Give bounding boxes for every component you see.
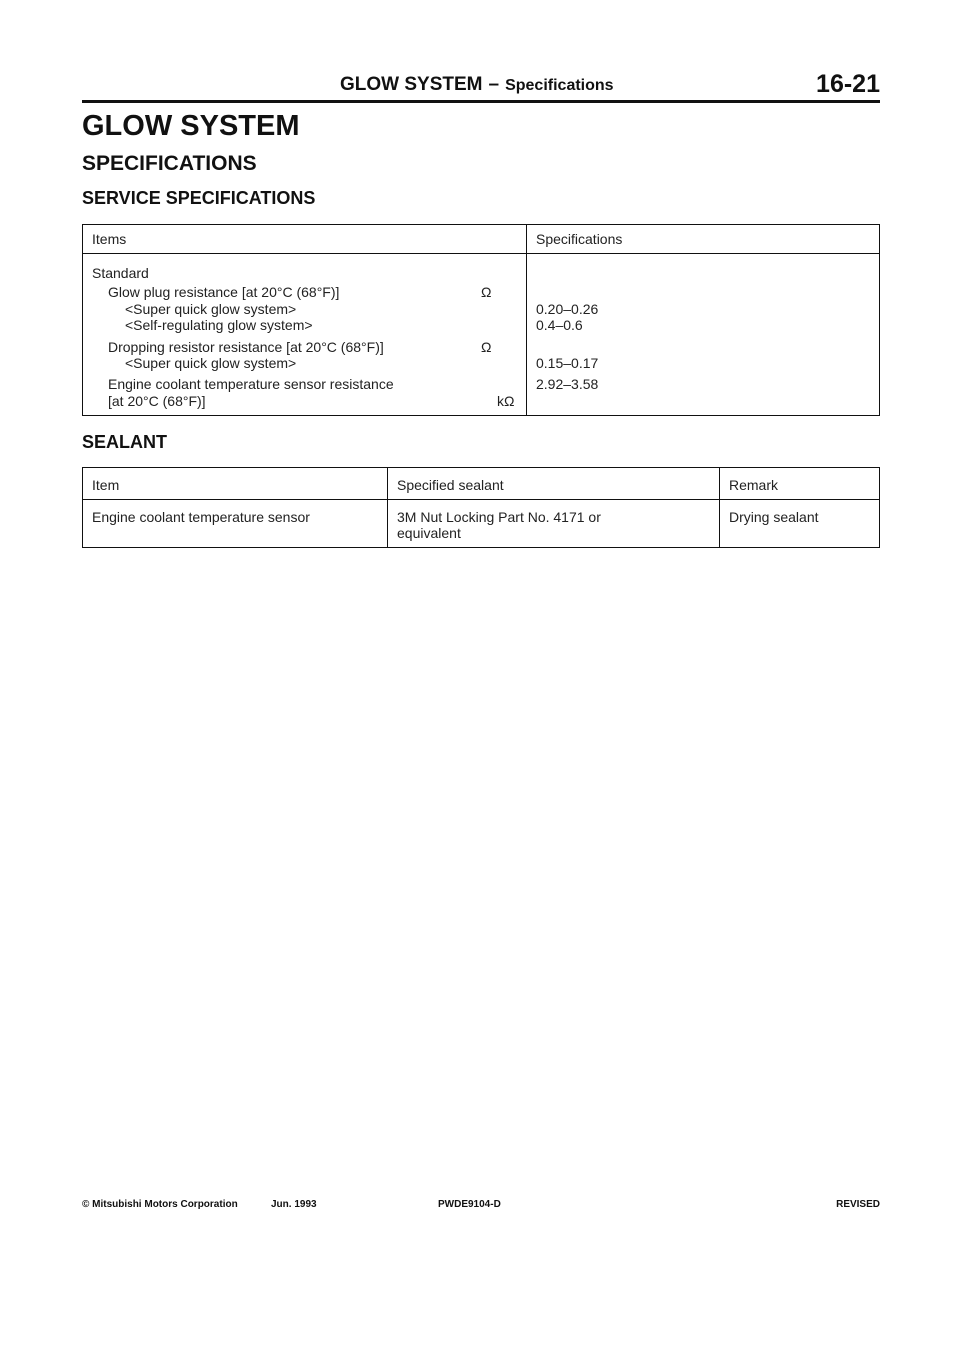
item-line: <Self-regulating glow system> [125,317,313,333]
header-subtitle: Specifications [505,77,614,94]
unit-label: Ω [481,339,492,355]
remark-column-header: Remark [720,468,880,500]
item-column-header: Item [83,468,388,500]
specifications-column-header: Specifications [527,225,880,254]
spec-value: 0.4–0.6 [536,317,583,333]
footer-copyright: © Mitsubishi Motors Corporation [82,1199,238,1210]
main-heading: GLOW SYSTEM [82,110,300,142]
spec-value: 0.15–0.17 [536,355,599,371]
item-line: <Super quick glow system> [125,355,297,371]
table-row [83,500,880,548]
item-cell: Engine coolant temperature sensor [83,500,388,548]
specifications-cell [527,254,880,416]
spec-value: 2.92–3.58 [536,376,599,392]
page-header [82,70,880,103]
sealant-cell [388,500,720,548]
item-line: Dropping resistor resistance [at 20°C (68°F)] [108,339,384,355]
items-cell [83,254,527,416]
unit-label: kΩ [497,393,515,409]
table-header-row [83,225,880,254]
service-specifications-table [82,224,880,416]
service-specifications-heading: SERVICE SPECIFICATIONS [82,188,316,208]
spec-value: 0.20–0.26 [536,301,599,317]
footer-date: Jun. 1993 [271,1199,317,1210]
footer-status: REVISED [836,1199,880,1210]
sealant-table [82,467,880,548]
sealant-heading: SEALANT [82,432,167,452]
header-title [340,74,614,96]
table-header-row [83,468,880,500]
sealant-line: 3M Nut Locking Part No. 4171 or [397,509,601,525]
sealant-column-header: Specified sealant [388,468,720,500]
sealant-line: equivalent [397,525,461,541]
page-number: 16-21 [816,70,880,98]
items-column-header: Items [83,225,527,254]
item-line: [at 20°C (68°F)] [108,393,206,409]
unit-label: Ω [481,284,492,300]
item-line: <Super quick glow system> [125,301,297,317]
table-row [83,254,880,416]
header-dash: – [488,74,500,95]
footer-doc-code: PWDE9104-D [438,1199,501,1210]
remark-cell: Drying sealant [720,500,880,548]
header-section-title: GLOW SYSTEM [340,74,483,95]
item-line: Glow plug resistance [at 20°C (68°F)] [108,284,340,300]
section-heading: SPECIFICATIONS [82,152,257,175]
item-line: Engine coolant temperature sensor resistance [108,376,394,392]
standard-label: Standard [92,265,149,281]
